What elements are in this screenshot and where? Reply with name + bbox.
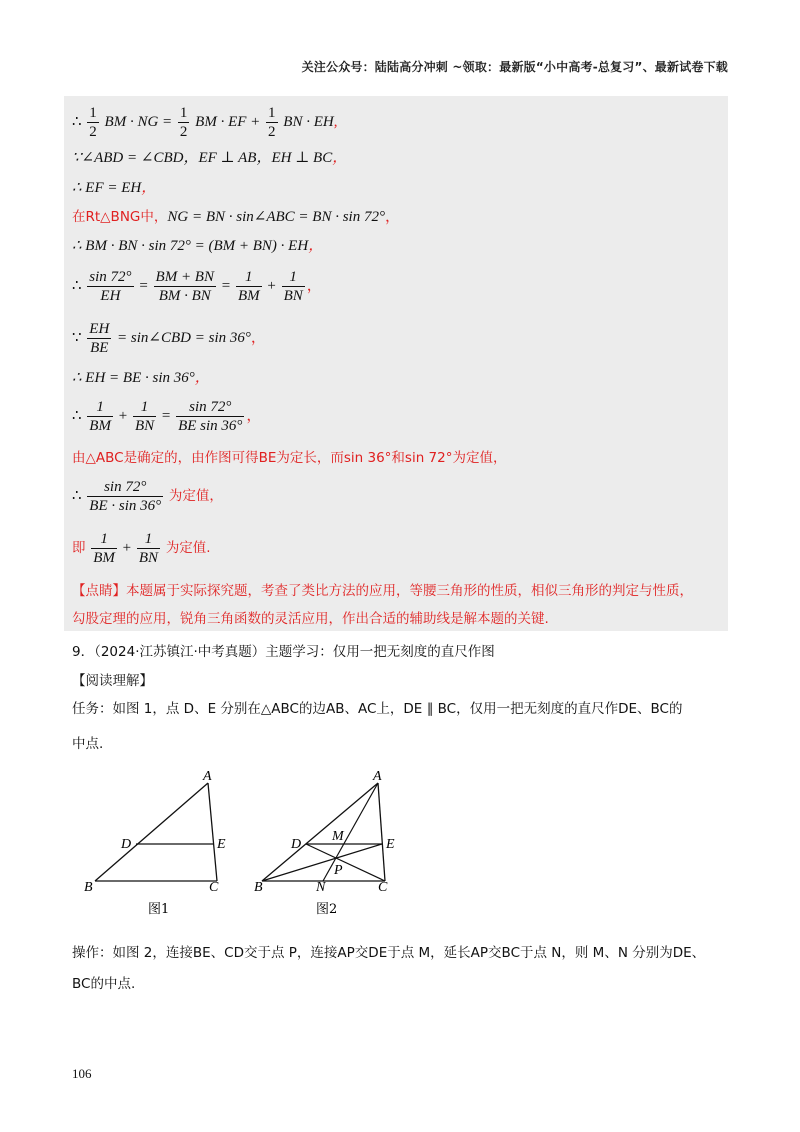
segment-CD <box>306 844 385 881</box>
fraction: $\frac{1}{BN}$ <box>283 269 303 304</box>
fraction: $\frac{1}{BM}$ <box>237 269 260 304</box>
figure-1-caption: 图1 <box>148 902 170 917</box>
task-line-1: 任务：如图 1，点 D、E 分别在△ABC的边AB、AC上，DE ∥ BC，仅用一把无刻度的直尺作DE、BC的 <box>72 701 683 717</box>
label-C: C <box>378 880 388 895</box>
solution-line-9: ∴ $\frac{1}{BM}$ + $\frac{1}{BN}$ = $\frac{\sin 72^\circ}{\text{BE sin 36°}}$ ， <box>72 399 262 434</box>
figure-1 <box>84 769 226 917</box>
fraction: $\frac{1}{BM}$ <box>89 399 111 434</box>
fraction: $\frac{\sin 72^\circ}{BE \cdot \sin 36^\circ}$ <box>89 479 162 514</box>
page-number: 106 <box>72 1066 92 1081</box>
solution-line-7: ∵ $\frac{EH}{BE}$ = sin∠CBD = sin 36°， <box>72 321 266 356</box>
fraction: $\frac{1}{BN}$ <box>134 399 155 434</box>
solution-line-6: ∴ $\frac{\sin 72^\circ}{EH}$ = $\frac{BM + BN}{BM \cdot BN}$ = $\frac{1}{BM}$ + $\frac{1}{BN}$ ， <box>72 269 322 304</box>
fraction: $\frac{EH}{BE}$ <box>89 321 110 356</box>
section-heading: 【阅读理解】 <box>72 673 153 689</box>
geometry-figures <box>0 760 800 930</box>
segment-AC <box>208 783 217 881</box>
comment-line-1: 【点睛】本题属于实际探究题，考查了类比方法的应用，等腰三角形的性质，相似三角形的判定与性质， <box>72 583 693 599</box>
label-M: M <box>332 829 344 844</box>
segment-BE <box>262 844 382 881</box>
label-B: B <box>254 880 263 895</box>
fraction: $\frac{1}{BM}$ <box>93 531 115 566</box>
page-header: 关注公众号：陆陆高分冲刺 ~领取：最新版“小中高考-总复习”、最新试卷下载 <box>301 60 728 74</box>
solution-line-8: ∴ EH = BE · sin 36°， <box>72 370 210 386</box>
solution-line-3: ∴ EF = EH， <box>72 180 157 196</box>
problem-title: 9．（2024·江苏镇江·中考真题）主题学习：仅用一把无刻度的直尺作图 <box>72 644 495 660</box>
comment-line-2: 勾股定理的应用，锐角三角函数的灵活应用，作出合适的辅助线是解本题的关键. <box>72 611 549 627</box>
task-line-2: 中点. <box>72 736 104 752</box>
operation-line-2: BC的中点. <box>72 976 136 992</box>
figure-2 <box>254 769 395 917</box>
label-C: C <box>209 880 219 895</box>
label-D: D <box>121 837 132 852</box>
label-B: B <box>84 880 93 895</box>
fraction: $\frac{\sin 72^\circ}{EH}$ <box>89 269 132 304</box>
fraction: $\frac{1}{2}$ <box>179 105 188 140</box>
segment-AC <box>378 783 385 881</box>
label-A: A <box>373 769 382 784</box>
segment-AB <box>95 783 208 881</box>
solution-line-12: 即 $\frac{1}{BM}$ + $\frac{1}{BN}$ 为定值. <box>72 531 211 566</box>
fraction: $\frac{BM + BN}{BM \cdot BN}$ <box>155 269 214 304</box>
operation-line-1: 操作：如图 2，连接BE、CD交于点 P，连接AP交DE于点 M，延长AP交BC于点 N，则 M、N 分别为DE、 <box>72 945 706 961</box>
fraction: $\frac{1}{2}$ <box>89 105 97 140</box>
figure-2-caption: 图2 <box>316 902 338 917</box>
label-E: E <box>386 837 395 852</box>
label-E: E <box>217 837 226 852</box>
segment-AB <box>262 783 378 881</box>
solution-line-5: ∴ BM · BN · sin 72° = (BM + BN) · EH， <box>72 238 324 254</box>
solution-line-1: ∴ $\frac{1}{2}$ BM · NG = $\frac{1}{2}$ BM · EF + $\frac{1}{2}$ BN · EH, <box>72 105 338 140</box>
solution-line-10: 由△ABC是确定的，由作图可得BE为定长，而sin 36°和sin 72°为定值， <box>72 450 507 466</box>
label-A: A <box>203 769 212 784</box>
fraction: $\frac{\sin 72^\circ}{\text{BE sin 36°}}$ <box>178 399 243 434</box>
label-D: D <box>291 837 302 852</box>
label-N: N <box>316 880 326 895</box>
fraction: $\frac{1}{BN}$ <box>138 531 159 566</box>
solution-line-11: ∴ $\frac{\sin 72^\circ}{BE \cdot \sin 36^\circ}$ 为定值， <box>72 479 223 514</box>
solution-line-4: 在Rt△BNG中，NG = BN · sin∠ABC = BN · sin 72°， <box>72 209 400 225</box>
fraction: $\frac{1}{2}$ <box>268 105 276 140</box>
solution-line-2: ∵∠ABD = ∠CBD，EF ⊥ AB，EH ⊥ BC， <box>72 150 348 166</box>
label-P: P <box>334 863 343 878</box>
